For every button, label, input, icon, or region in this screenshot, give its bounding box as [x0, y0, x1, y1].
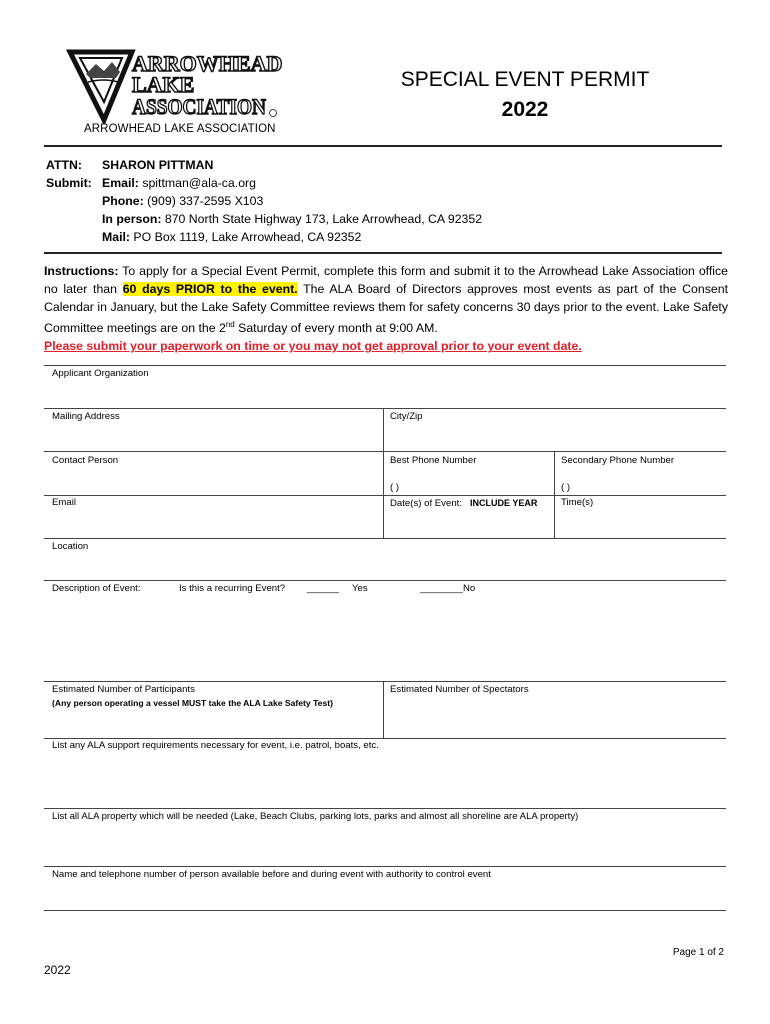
attn-label: ATTN:	[46, 158, 82, 172]
mail-label: Mail:	[102, 230, 131, 244]
title-year: 2022	[501, 98, 549, 121]
attn-value: SHARON PITTMAN	[102, 158, 214, 172]
secondary-phone-field[interactable]: Secondary Phone Number	[561, 455, 675, 466]
ala-property-field[interactable]: List all ALA property which will be needed (Lake, Beach Clubs, parking lots, parks and almost all shoreline are ALA property)	[52, 811, 579, 822]
inperson-label: In person:	[102, 212, 162, 226]
support-requirements-field[interactable]: List any ALA support requirements necessary for event, i.e. patrol, boats, etc.	[52, 740, 379, 751]
line-participants	[44, 738, 726, 739]
recurring-yes-label: Yes	[352, 583, 368, 594]
contact-block	[46, 156, 482, 246]
org-caption: ARROWHEAD LAKE ASSOCIATION	[84, 123, 276, 135]
recurring-yes-blank[interactable]: ______	[307, 583, 340, 594]
city-zip-field[interactable]: City/Zip	[390, 411, 423, 422]
recurring-no-blank[interactable]: ________	[420, 583, 463, 594]
contact-person-field[interactable]: Contact Person	[52, 455, 119, 466]
instructions-text-1: To apply for a Special Event Permit, complete this form and submit it to the Arrowhead Lake Association office no later than	[44, 264, 728, 296]
phone-label: Phone:	[102, 194, 144, 208]
header-divider	[44, 145, 722, 147]
deadline-highlight: 60 days PRIOR to the event.	[122, 282, 298, 296]
line-location	[44, 580, 726, 581]
description-field[interactable]: Description of Event:	[52, 583, 141, 594]
location-field[interactable]: Location	[52, 541, 89, 552]
instructions	[44, 262, 728, 355]
instructions-text-2: The ALA Board of Directors approves most events as part of the Consent Calendar in January, but the Lake Safety Committee reviews them for safety concerns 30 days prior to the event. Lake Safety Committee meetings are on the 2	[44, 282, 728, 336]
mailing-address-field[interactable]: Mailing Address	[52, 411, 120, 422]
footer-year: 2022	[44, 963, 71, 977]
email-field[interactable]: Email	[52, 497, 76, 508]
applicant-organization-field[interactable]: Applicant Organization	[52, 368, 149, 379]
line-description	[44, 681, 726, 682]
logo-word-arrowhead: ARROWHEAD	[132, 51, 283, 76]
title-block	[330, 66, 720, 126]
contact-divider	[44, 252, 722, 254]
participants-field[interactable]: Estimated Number of Participants	[52, 684, 195, 695]
email-value[interactable]: spittman@ala-ca.org	[138, 176, 256, 190]
line-support	[44, 808, 726, 809]
ordinal-suffix: nd	[225, 320, 235, 329]
mail-value: PO Box 1119, Lake Arrowhead, CA 92352	[130, 230, 362, 244]
form-top-line	[44, 365, 726, 366]
phone-value: (909) 337-2595 X103	[143, 194, 264, 208]
line-mailing	[44, 451, 726, 452]
logo-word-lake: LAKE	[132, 72, 195, 97]
page-number: Page 1 of 2	[672, 947, 724, 958]
line-email	[44, 538, 726, 539]
include-year-note: INCLUDE YEAR	[469, 498, 538, 508]
spectators-field[interactable]: Estimated Number of Spectators	[390, 684, 529, 695]
col-divider-2	[554, 451, 555, 538]
event-times-field[interactable]: Time(s)	[561, 497, 594, 508]
logo-word-association: ASSOCIATION	[132, 94, 267, 119]
event-dates-field[interactable]	[390, 497, 537, 510]
col-divider-3	[383, 681, 384, 738]
col-divider-1	[383, 408, 384, 538]
instructions-text-3: Saturday of every month at 9:00 AM.	[234, 321, 438, 336]
line-contact	[44, 495, 726, 496]
recurring-no-label: No	[463, 583, 476, 594]
secondary-phone-area-code: ( )	[561, 482, 571, 493]
authority-contact-field[interactable]: Name and telephone number of person available before and during event with authority to control event	[52, 869, 491, 880]
line-authority	[44, 910, 726, 911]
recurring-question: Is this a recurring Event?	[179, 583, 286, 594]
submit-label: Submit:	[46, 176, 92, 190]
arrowhead-lake-association-logo	[66, 44, 286, 124]
submission-warning: Please submit your paperwork on time or you may not get approval prior to your event date.	[44, 339, 582, 354]
participants-note: (Any person operating a vessel MUST take the ALA Lake Safety Test)	[52, 698, 333, 708]
instructions-label: Instructions:	[44, 264, 119, 278]
best-phone-area-code: ( )	[390, 482, 400, 493]
event-dates-label: Date(s) of Event:	[390, 498, 462, 509]
line-applicant-org	[44, 408, 726, 409]
best-phone-field[interactable]: Best Phone Number	[390, 455, 477, 466]
inperson-value: 870 North State Highway 173, Lake Arrowhead, CA 92352	[161, 212, 483, 226]
email-label: Email:	[102, 176, 139, 190]
page-title: SPECIAL EVENT PERMIT	[400, 68, 650, 91]
line-property	[44, 866, 726, 867]
